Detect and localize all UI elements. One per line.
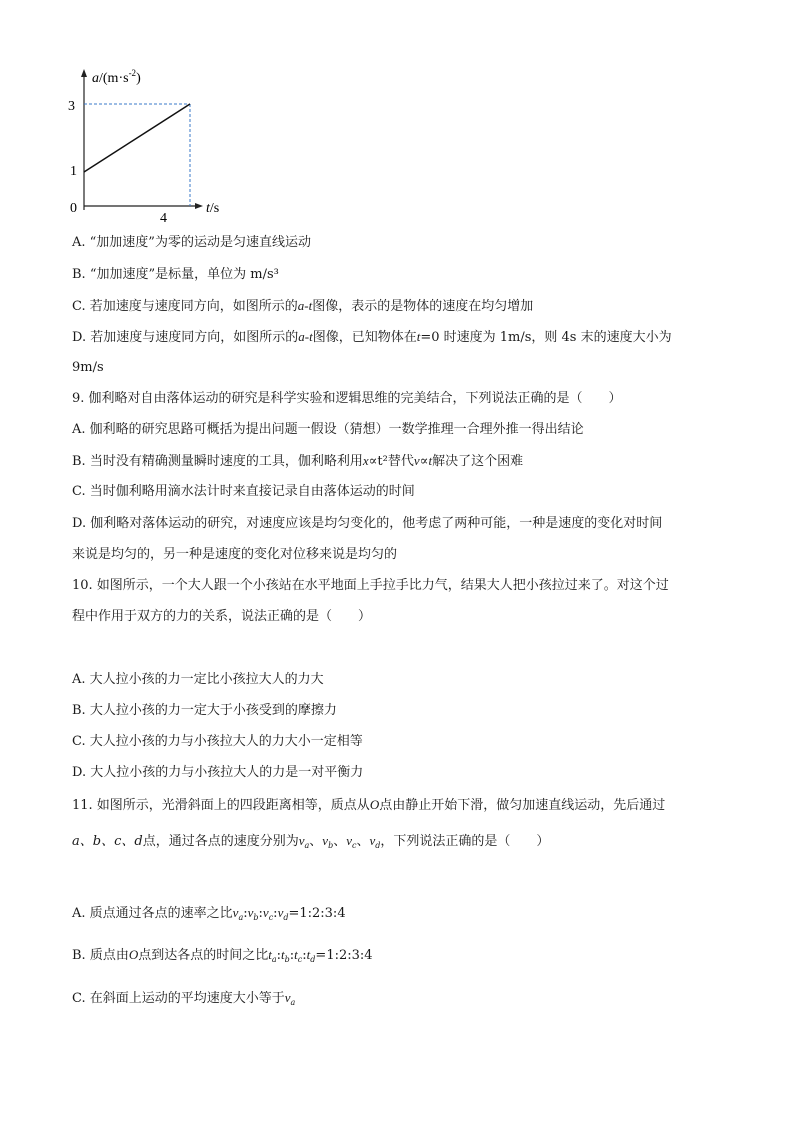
q11-points: a、b、c、d	[72, 834, 143, 849]
q8-option-d	[72, 328, 672, 347]
ratio: =1:2:3:4	[288, 906, 346, 921]
q11-stem-end: ，下列说法正确的是（ ）	[380, 834, 550, 849]
sub-b: b	[253, 913, 259, 922]
q11-option-b-pre: B. 质点由	[72, 948, 129, 963]
q10-option-b: B. 大人拉小孩的力一定大于小孩受到的摩擦力	[72, 703, 337, 718]
q8-option-a: A. “加加速度”为零的运动是匀速直线运动	[72, 235, 311, 250]
sub-a: a	[290, 998, 296, 1007]
colon: :	[302, 948, 307, 963]
q8-option-c-pre: C. 若加速度与速度同方向，如图所示的	[72, 299, 298, 314]
q11-stem	[72, 796, 665, 815]
sub-b: b	[284, 955, 290, 964]
q9-option-a: A. 伽利略的研究思路可概括为提出问题一假设（猜想）一数学推理一合理外推一得出结论	[72, 422, 584, 437]
sub-d: d	[375, 841, 381, 850]
v-d: v	[277, 905, 284, 920]
sub-a: a	[271, 955, 277, 964]
q9-option-b-post: 解决了这个困难	[432, 454, 524, 469]
q11-option-a-pre: A. 质点通过各点的速率之比	[72, 906, 233, 921]
q11-option-c-pre: C. 在斜面上运动的平均速度大小等于	[72, 991, 285, 1006]
q11-stem-line2	[72, 832, 549, 855]
x-axis-label: t/s	[206, 201, 220, 216]
q11-stem-pre: 11. 如图所示，光滑斜面上的四段距离相等，质点从	[72, 798, 370, 813]
q8-option-d-math: a-t	[298, 329, 313, 344]
sub-a: a	[238, 913, 244, 922]
origin-label: 0	[70, 201, 77, 216]
v-a: v	[284, 990, 291, 1005]
q9-option-b-t: t	[428, 453, 433, 468]
q10-option-c: C. 大人拉小孩的力与小孩拉大人的力大小一定相等	[72, 734, 363, 749]
y-tick-3: 3	[68, 99, 75, 114]
a-t-graph	[60, 60, 260, 230]
t-a: t	[268, 947, 272, 962]
q11-stem-O: O	[369, 797, 380, 812]
sep: 、	[356, 834, 370, 849]
sub-c: c	[268, 913, 274, 922]
colon: :	[258, 906, 263, 921]
q9-option-b-mid: 替代	[387, 454, 414, 469]
q8-option-b: B. “加加速度”是标量，单位为 m/s³	[72, 267, 279, 282]
colon: :	[243, 906, 248, 921]
q8-option-d-line2: 9m/s	[72, 360, 104, 375]
y-axis-label: $a/(m\cdot s^{-2})$	[92, 68, 141, 86]
v-b: v	[322, 833, 329, 848]
v-a: v	[232, 905, 239, 920]
sub-c: c	[351, 841, 357, 850]
q9-option-b	[72, 452, 523, 471]
v-a: v	[298, 833, 305, 848]
q11-option-b-O: O	[128, 947, 139, 962]
sub-c: c	[297, 955, 303, 964]
q8-option-c	[72, 297, 533, 316]
sep: 、	[333, 834, 347, 849]
q11-option-a	[72, 904, 346, 927]
sub-d: d	[283, 913, 289, 922]
v-b: v	[247, 905, 254, 920]
v-d: v	[369, 833, 376, 848]
q9-stem: 9. 伽利略对自由落体运动的研究是科学实验和逻辑思维的完美结合，下列说法正确的是（ ）	[72, 391, 622, 406]
q10-stem-line2: 程中作用于双方的力的关系，说法正确的是（ ）	[72, 609, 372, 624]
q11-option-b	[72, 946, 373, 969]
colon: :	[276, 948, 282, 963]
v-c: v	[346, 833, 352, 848]
q8-option-d-mid: 图像，已知物体在	[312, 330, 417, 345]
sub-a: a	[304, 841, 310, 850]
y-tick-1: 1	[70, 164, 77, 179]
colon: :	[289, 948, 295, 963]
q8-option-c-math: a-t	[297, 298, 313, 313]
x-tick-4: 4	[160, 211, 167, 226]
sub-d: d	[310, 955, 316, 964]
sep: 、	[309, 834, 323, 849]
q9-option-d: D. 伽利略对落体运动的研究，对速度应该是均匀变化的，他考虑了两种可能，一种是速度的变化对时间	[72, 516, 663, 531]
q8-option-d-t: t	[416, 329, 421, 344]
q11-stem-mid: 点，通过各点的速度分别为	[142, 834, 299, 849]
ratio: =1:2:3:4	[315, 948, 373, 963]
q11-option-c	[72, 989, 295, 1012]
q8-option-d-post: =0 时速度为 1m/s，则 4s 末的速度大小为	[420, 330, 672, 345]
q11-option-b-mid: 点到达各点的时间之比	[138, 948, 269, 963]
q9-option-b-prop: ∝	[419, 454, 429, 469]
series-line	[84, 104, 190, 172]
q8-option-d-pre: D. 若加速度与速度同方向，如图所示的	[72, 330, 299, 345]
q9-option-d-line2: 来说是均匀的，另一种是速度的变化对位移来说是均匀的	[72, 547, 398, 562]
t-d: t	[306, 947, 311, 962]
q10-option-a: A. 大人拉小孩的力一定比小孩拉大人的力大	[72, 672, 324, 687]
q9-option-b-prop-t2: ∝t²	[368, 454, 388, 469]
q8-option-c-post: 图像，表示的是物体的速度在均匀增加	[312, 299, 534, 314]
y-axis-arrow	[81, 69, 87, 77]
v-c: v	[262, 905, 269, 920]
colon: :	[273, 906, 278, 921]
q9-option-c: C. 当时伽利略用滴水法计时来直接记录自由落体运动的时间	[72, 484, 415, 499]
q9-option-b-pre: B. 当时没有精确测量瞬时速度的工具，伽利略利用	[72, 454, 363, 469]
q11-stem-post: 点由静止开始下滑，做匀加速直线运动，先后通过	[379, 798, 666, 813]
t-c: t	[294, 947, 298, 962]
q9-option-b-v: v	[413, 453, 420, 468]
q10-option-d: D. 大人拉小孩的力与小孩拉大人的力是一对平衡力	[72, 765, 364, 780]
t-b: t	[281, 947, 285, 962]
q10-stem: 10. 如图所示，一个大人跟一个小孩站在水平地面上手拉手比力气，结果大人把小孩拉过来了。对这个过	[72, 578, 669, 593]
q9-option-b-x: x	[362, 453, 369, 468]
sub-b: b	[328, 841, 334, 850]
x-axis-arrow	[195, 203, 203, 209]
